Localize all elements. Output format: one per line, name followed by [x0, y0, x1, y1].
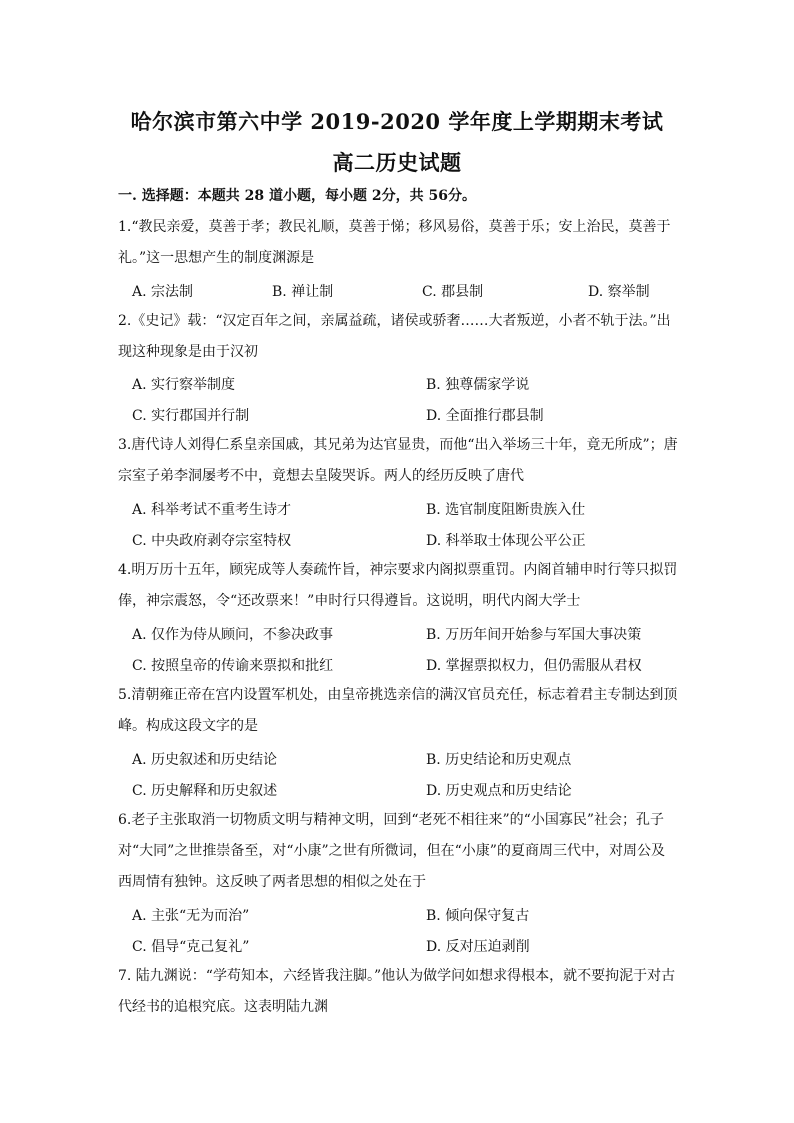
- question-3-option-b: B. 选官制度阻断贵族入仕: [426, 502, 586, 518]
- question-3-options-row-1: [132, 499, 678, 523]
- question-5-stem: 5.清朝雍正帝在宫内设置军机处，由皇帝挑选亲信的满汉官员充任，标志着君主专制达到顶峰。构成这段文字的是: [118, 687, 678, 734]
- question-6-option-c: C. 倡导“克己复礼”: [132, 939, 250, 955]
- question-5-options-row-2: [132, 780, 678, 804]
- question-2-options-row-1: [132, 374, 678, 398]
- question-6-options-row-1: [132, 905, 678, 929]
- question-2-option-a: A. 实行察举制度: [132, 377, 236, 393]
- question-1-option-b: B. 禅让制: [272, 284, 334, 300]
- question-6-option-a: A. 主张“无为而治”: [132, 908, 250, 924]
- question-5-option-c: C. 历史解释和历史叙述: [132, 783, 278, 799]
- exam-title: 哈尔滨市第六中学 2019-2020 学年度上学期期末考试: [130, 109, 664, 134]
- question-1-stem: 1.“教民亲爱，莫善于孝；教民礼顺，莫善于悌；移风易俗，莫善于乐；安上治民，莫善于礼。”这一思想产生的制度渊源是: [118, 219, 671, 266]
- question-3-options-row-2: [132, 530, 678, 554]
- question-4-stem: 4.明万历十五年，顾宪成等人奏疏忤旨，神宗要求内阁拟票重罚。内阁首辅申时行等只拟罚俸，神宗震怒，令“还改票来！”申时行只得遵旨。这说明，明代内阁大学士: [118, 562, 678, 609]
- question-2-option-b: B. 独尊儒家学说: [426, 377, 530, 393]
- question-6-option-d: D. 反对压迫剥削: [426, 939, 530, 955]
- question-5-option-a: A. 历史叙述和历史结论: [132, 752, 278, 768]
- question-5-options-row-1: [132, 749, 678, 773]
- question-2-stem: 2.《史记》载：“汉定百年之间，亲属益疏，诸侯或骄奢……大者叛逆，小者不轨于法。”出现这种现象是由于汉初: [118, 313, 671, 360]
- exam-subtitle: 高二历史试题: [332, 150, 462, 175]
- question-4-option-c: C. 按照皇帝的传谕来票拟和批红: [132, 658, 334, 674]
- question-2-options-row-2: [132, 405, 678, 429]
- question-3-option-a: A. 科举考试不重考生诗才: [132, 502, 292, 518]
- question-1-options: [132, 281, 678, 305]
- question-6-option-b: B. 倾向保守复古: [426, 908, 530, 924]
- question-2-option-c: C. 实行郡国并行制: [132, 408, 250, 424]
- question-6-options-row-2: [132, 936, 678, 960]
- question-4-options-row-1: [132, 624, 678, 648]
- question-5-option-b: B. 历史结论和历史观点: [426, 752, 572, 768]
- question-2-option-d: D. 全面推行郡县制: [426, 408, 544, 424]
- question-4-options-row-2: [132, 655, 678, 679]
- question-7-stem: 7. 陆九渊说：“学苟知本，六经皆我注脚。”他认为做学问如想求得根本，就不要拘泥于对古代经书的追根究底。这表明陆九渊: [118, 968, 676, 1015]
- question-4-option-d: D. 掌握票拟权力，但仍需服从君权: [426, 658, 642, 674]
- question-1-option-a: A. 宗法制: [132, 284, 194, 300]
- question-3-option-c: C. 中央政府剥夺宗室特权: [132, 533, 292, 549]
- question-5-option-d: D. 历史观点和历史结论: [426, 783, 572, 799]
- question-3-option-d: D. 科举取士体现公平公正: [426, 533, 586, 549]
- question-3-stem: 3.唐代诗人刘得仁系皇亲国戚，其兄弟为达官显贵，而他“出入举场三十年，竟无所成”；唐宗室子弟李洞屡考不中，竟想去皇陵哭诉。两人的经历反映了唐代: [118, 437, 678, 484]
- section-heading: 一. 选择题：本题共 28 道小题，每小题 2分，共 56分。: [118, 188, 476, 204]
- question-4-option-b: B. 万历年间开始参与军国大事决策: [426, 627, 642, 643]
- question-6-stem: 6.老子主张取消一切物质文明与精神文明，回到“老死不相往来”的“小国寡民”社会；孔子对“大同”之世推崇备至，对“小康”之世有所微词，但在“小康”的夏商周三代中，对周公及西周情有独钟。这反映了两者思想的相似之处在于: [118, 812, 665, 890]
- question-1-option-d: D. 察举制: [588, 284, 650, 300]
- question-1-option-c: C. 郡县制: [422, 284, 484, 300]
- question-4-option-a: A. 仅作为侍从顾问，不参决政事: [132, 627, 334, 643]
